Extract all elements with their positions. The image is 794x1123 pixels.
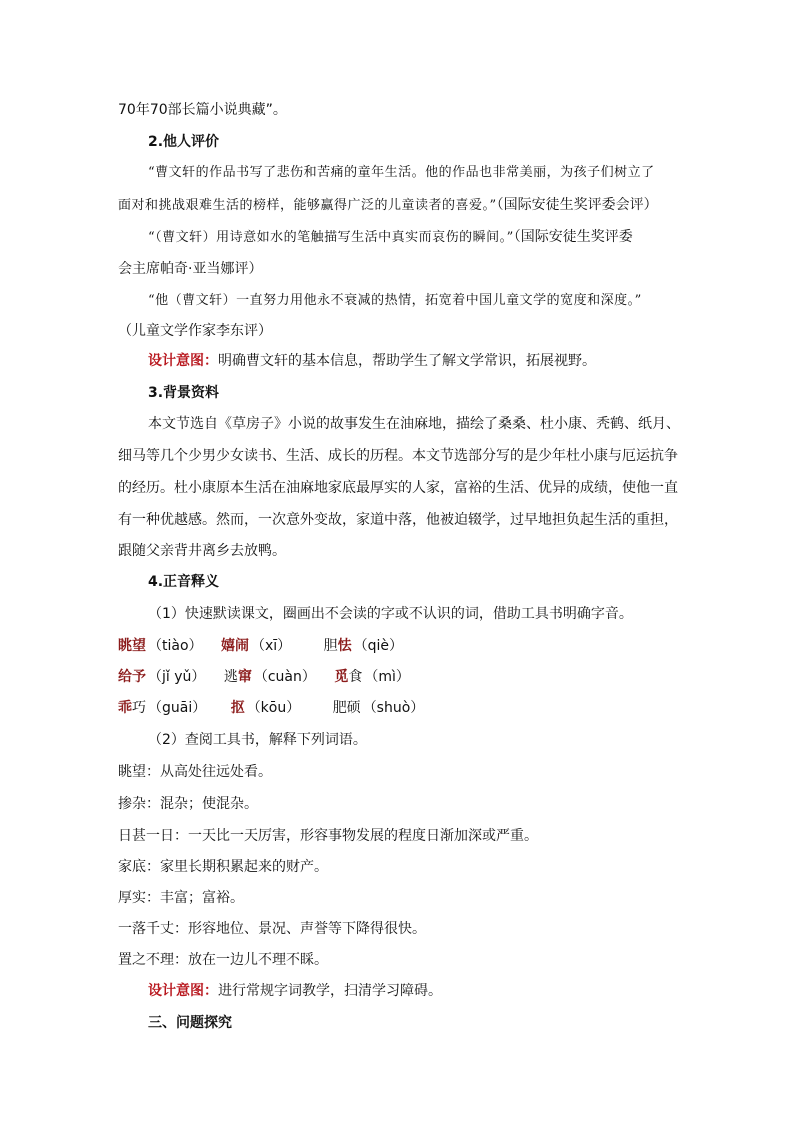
section-heading-4: 4.正音释义 [148, 574, 220, 590]
pronunciation-row-2 [118, 667, 678, 687]
pron-pinyin: （kōu） [246, 700, 301, 716]
definition-text: 形容地位、景况、声誉等下降得很快。 [188, 921, 426, 937]
pron-pinyin: （qiè） [353, 638, 404, 654]
quote-2-text: “（曹文轩）用诗意如水的笔触描写生活中真实而哀伤的瞬间。” [148, 230, 514, 245]
definition-row [118, 888, 678, 908]
definition-text: 一天比一天厉害，形容事物发展的程度日渐加深或严重。 [188, 828, 538, 844]
definition-text: 放在一边儿不理不睬。 [188, 952, 328, 968]
pron-word: 给予 [118, 669, 146, 685]
pron-pinyin: （jǐ yǔ） [148, 669, 206, 685]
quote-1-line-1: “曹文轩的作品书写了悲伤和苦痛的童年生活。他的作品也非常美丽，为孩子们树立了 [148, 165, 655, 180]
step-2: （2）查阅工具书，解释下列词语。 [148, 732, 367, 748]
quote-2-source-start: （国际安徒生奖评委 [513, 229, 633, 245]
pron-word: 胆怯 [323, 638, 352, 654]
background-line-1: 本文节选自《草房子》小说的故事发生在油麻地，描绘了桑桑、杜小康、秃鹤、纸月、 [148, 416, 680, 432]
quote-1-line-2 [118, 195, 678, 216]
pron-word: 眺望 [118, 638, 146, 654]
definition-term: 厚实： [118, 890, 160, 906]
pron-word: 逃窜 [223, 669, 252, 685]
definition-term: 家底： [118, 859, 160, 875]
pron-pinyin: （guāi） [148, 700, 207, 716]
top-fragment: 70年70部长篇小说典藏”。 [118, 102, 287, 118]
background-line-2: 细马等几个少男少女读书、生活、成长的历程。本文节选部分写的是少年杜小康与厄运抗争 [118, 448, 678, 464]
definition-text: 丰富；富裕。 [160, 890, 244, 906]
background-line-3: 的经历。杜小康原本生活在油麻地家底最厚实的人家，富裕的生活、优异的成绩，使他一直 [118, 480, 678, 496]
definition-term: 掺杂： [118, 796, 160, 812]
step-1: （1）快速默读课文，圈画出不会读的字或不认识的词，借助工具书明确字音。 [148, 606, 633, 622]
pron-word: 觅食 [334, 669, 363, 685]
quote-3-line-2: （儿童文学作家李东评） [118, 323, 272, 339]
design-intent-label: 设计意图： [148, 983, 218, 999]
background-line-5: 跟随父亲背井离乡去放鸭。 [118, 543, 286, 559]
background-line-4: 有一种优越感。然而，一次意外变故，家道中落，他被迫辍学，过早地担负起生活的重担， [118, 512, 678, 528]
definition-row [118, 857, 678, 877]
design-intent-text: 明确曹文轩的基本信息，帮助学生了解文学常识，拓展视野。 [218, 353, 596, 369]
pron-pinyin: （tiào） [148, 638, 203, 654]
definition-term: 日甚一日： [118, 828, 188, 844]
pron-word: 乖巧 [118, 700, 146, 716]
pronunciation-row-1 [118, 636, 678, 656]
definition-row [118, 919, 678, 939]
quote-1-source: （国际安徒生奖评委会评） [496, 197, 658, 213]
definition-row [118, 762, 678, 782]
definition-row [118, 950, 678, 970]
pron-pinyin: （xī） [250, 638, 292, 654]
definition-term: 置之不理： [118, 952, 188, 968]
pron-word: 肥硕 [332, 700, 361, 716]
definition-term: 眺望： [118, 764, 160, 780]
definition-text: 家里长期积累起来的财产。 [160, 859, 328, 875]
definition-text: 从高处往远处看。 [160, 764, 272, 780]
quote-2-line-2: 会主席帕奇·亚当娜评） [118, 261, 263, 277]
definition-row [118, 794, 678, 814]
pron-pinyin: （mì） [364, 669, 410, 685]
pron-word: 抠 [230, 700, 245, 716]
definition-term: 一落千丈： [118, 921, 188, 937]
section-heading-3: 3.背景资料 [148, 385, 220, 401]
design-intent-1 [148, 351, 708, 371]
definition-text: 混杂；使混杂。 [160, 796, 258, 812]
section-heading-2: 2.他人评价 [148, 134, 220, 150]
design-intent-text: 进行常规字词教学，扫清学习障碍。 [218, 983, 442, 999]
quote-1-text: 面对和挑战艰难生活的榜样，能够赢得广泛的儿童读者的喜爱。” [118, 198, 497, 213]
design-intent-label: 设计意图： [148, 353, 218, 369]
pron-pinyin: （cuàn） [253, 669, 316, 685]
definition-row [118, 826, 678, 846]
design-intent-2 [148, 981, 708, 1001]
quote-2-line-1 [148, 227, 708, 248]
section-heading-three: 三、问题探究 [148, 1015, 232, 1031]
pron-pinyin: （shuò） [362, 700, 425, 716]
pronunciation-row-3 [118, 698, 678, 718]
quote-3-line-1: “他（曹文轩）一直努力用他永不衰减的热情，拓宽着中国儿童文学的宽度和深度。” [148, 293, 642, 308]
pron-word: 嬉闹 [220, 638, 249, 654]
